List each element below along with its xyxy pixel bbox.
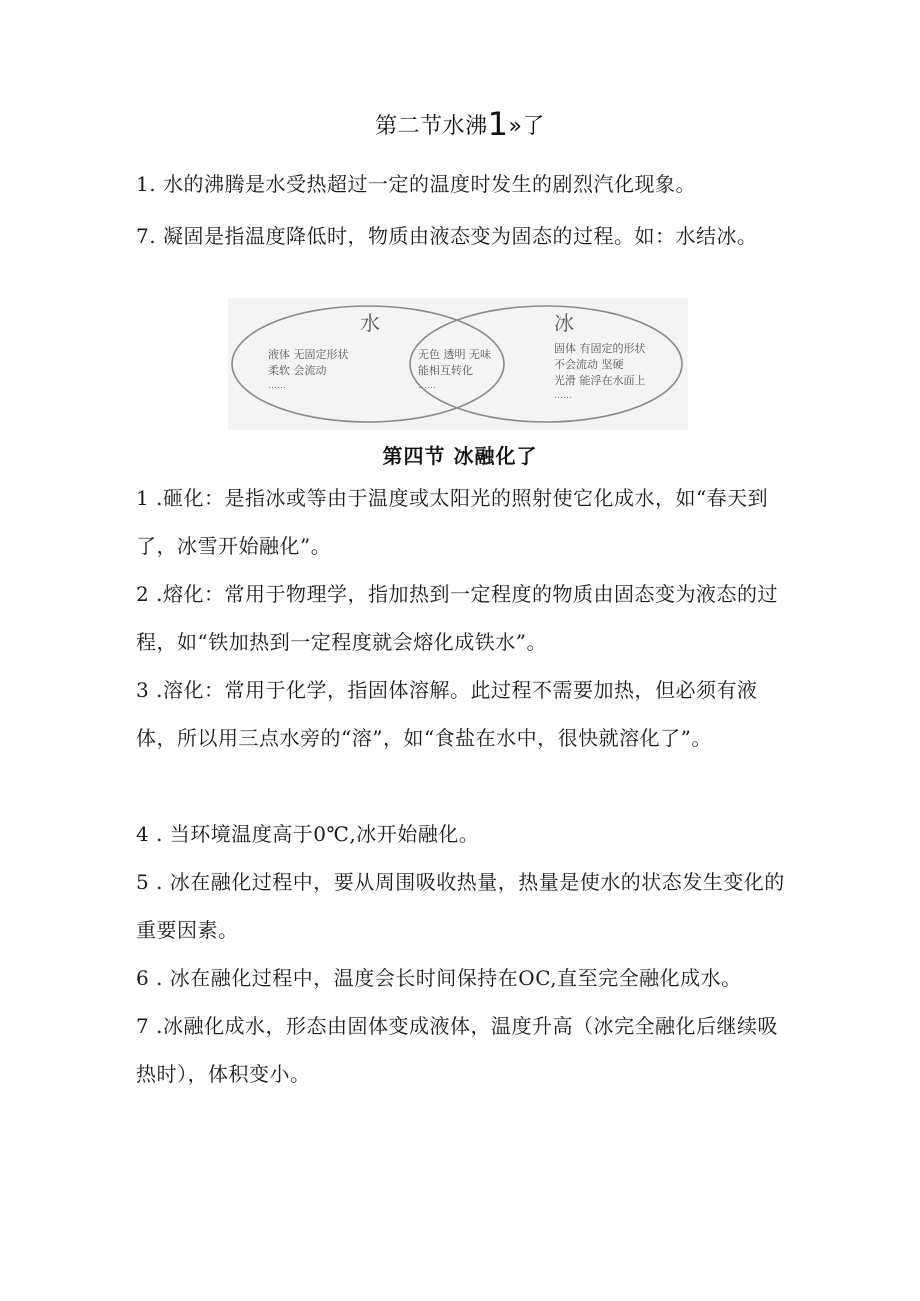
venn-diagram-svg: [228, 298, 688, 430]
item-4-temperature: 4 . 当环境温度高于0℃,冰开始融化。: [136, 822, 480, 846]
item-5-heat-absorption: 5 . 冰在融化过程中，要从周围吸收热量，热量是使水的状态发生变化的重要因素。: [136, 870, 785, 942]
right-line-1: 固体 有固定的形状: [554, 342, 646, 355]
item-7-volume-change: 7 .冰融化成水，形态由固体变成液体，温度升高（冰完全融化后继续吸热时），体积变小。: [136, 1014, 778, 1086]
section-title-water-boiling: [0, 105, 920, 143]
right-title-ice: 冰: [554, 311, 574, 335]
left-title-water: 水: [360, 311, 380, 335]
title-suffix: »了: [508, 114, 545, 139]
item-2-fusion-definition: 2 .熔化：常用于物理学，指加热到一定程度的物质由固态变为液态的过程，如“铁加热到一定程度就会熔化成铁水”。: [136, 582, 778, 654]
section-title-ice-melting: 第四节 冰融化了: [382, 444, 538, 468]
paragraph-solidification-definition: 7. 凝固是指温度降低时，物质由液态变为固态的过程。如：水结冰。: [136, 224, 758, 248]
left-line-1: 液体 无固定形状: [268, 348, 349, 361]
right-line-2: 不会流动 坚硬: [554, 358, 624, 371]
middle-line-2: 能相互转化: [418, 364, 473, 377]
item-1-melting-definition: 1 .砸化：是指冰或等由于温度或太阳光的照射使它化成水，如“春天到了，冰雪开始融化”。: [136, 486, 769, 558]
item-6-constant-temperature: 6 . 冰在融化过程中，温度会长时间保持在OC,直至完全融化成水。: [136, 966, 742, 990]
venn-diagram-water-ice: [228, 298, 688, 430]
left-line-2: 柔软 会流动: [268, 364, 327, 377]
title-prefix: 第二节水沸: [375, 114, 488, 139]
right-line-4: ……: [554, 391, 572, 401]
right-line-3: 光滑 能浮在水面上: [554, 374, 646, 387]
middle-line-3: ……: [418, 381, 436, 391]
paragraph-boiling-definition: 1. 水的沸腾是水受热超过一定的温度时发生的剧烈汽化现象。: [136, 172, 696, 196]
middle-line-1: 无色 透明 无味: [418, 348, 491, 361]
item-3-dissolving-definition: 3 .溶化：常用于化学，指固体溶解。此过程不需要加热，但必须有液体，所以用三点水旁的“溶”，如“食盐在水中，很快就溶化了”。: [136, 678, 758, 750]
left-line-3: ……: [268, 381, 286, 391]
title-big-glyph: 1: [487, 105, 509, 143]
